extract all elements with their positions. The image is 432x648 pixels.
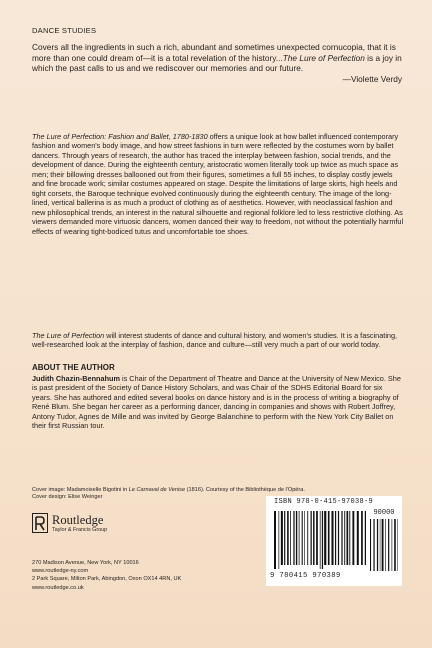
cover-image-credit: Cover image: Madamoiselle Bigotini in Le Carnaval de Venise (1816). Courtesy of the Bibliothèque de l'Opéra. bbox=[32, 487, 305, 493]
category-label: DANCE STUDIES bbox=[32, 26, 97, 35]
barcode-bar bbox=[370, 519, 371, 571]
barcode-bar bbox=[361, 511, 363, 565]
ean-number: 9 780415 970389 bbox=[270, 572, 341, 580]
cover-credits bbox=[32, 487, 305, 502]
book-description bbox=[32, 132, 404, 236]
barcode-bar bbox=[388, 519, 389, 571]
barcode-bar bbox=[316, 511, 318, 565]
barcode-bar bbox=[331, 511, 333, 565]
barcode-bar bbox=[335, 511, 336, 565]
price-addon-barcode-icon bbox=[370, 509, 398, 571]
quote-book-title: The Lure of Perfection bbox=[282, 52, 365, 63]
barcode-bar bbox=[311, 511, 312, 565]
author-bio bbox=[32, 374, 404, 431]
quote-text: Covers all the ingredients in such a rich, abundant and sometimes unexpected cornucopia, that it is more than one could dream of—it is a total revelation of the history... bbox=[32, 42, 396, 63]
ean-barcode-icon bbox=[274, 511, 366, 569]
isbn-barcode bbox=[266, 496, 402, 586]
barcode-bar bbox=[307, 511, 308, 565]
price-code: 90000 bbox=[373, 509, 395, 517]
cover-design-credit: Cover design: Elise Weinger bbox=[32, 494, 103, 501]
endorsement-quote bbox=[32, 42, 402, 84]
barcode-bar bbox=[313, 511, 314, 565]
barcode-bar bbox=[290, 511, 291, 565]
barcode-bar bbox=[382, 519, 384, 571]
publisher-logo bbox=[32, 512, 182, 538]
quote-attribution: —Violette Verdy bbox=[342, 73, 402, 84]
publisher-group: Taylor & Francis Group bbox=[52, 527, 108, 533]
barcode-bar bbox=[357, 511, 359, 565]
barcode-bar bbox=[284, 511, 285, 565]
barcode-bar bbox=[373, 519, 374, 571]
audience-paragraph bbox=[32, 331, 404, 350]
barcode-bar bbox=[296, 511, 297, 565]
barcode-bar bbox=[328, 511, 330, 565]
audience-book-title: The Lure of Perfection bbox=[32, 331, 105, 340]
barcode-bar bbox=[349, 511, 350, 565]
barcode-bar bbox=[394, 519, 396, 571]
barcode-bar bbox=[299, 511, 300, 565]
barcode-bar bbox=[392, 519, 393, 571]
barcode-bar bbox=[293, 511, 294, 565]
barcode-bar bbox=[385, 519, 386, 571]
isbn-number: ISBN 978-0-415-97038-9 bbox=[274, 498, 374, 506]
barcode-bar bbox=[341, 511, 342, 565]
address-line: www.routledge-ny.com bbox=[32, 568, 89, 575]
barcode-bar bbox=[281, 511, 283, 565]
barcode-bar bbox=[380, 519, 381, 571]
routledge-r-icon bbox=[32, 513, 48, 533]
barcode-bar bbox=[338, 511, 339, 565]
book-full-title: The Lure of Perfection: Fashion and Ballet, 1780-1830 bbox=[32, 132, 208, 141]
barcode-bar bbox=[322, 511, 323, 569]
barcode-bar bbox=[320, 511, 321, 569]
barcode-bar bbox=[377, 519, 378, 571]
author-bio-text: is Chair of the Department of Theatre and Dance at the University of New Mexico. She is past president of the Society of Dance History Scholars, and was Chair of the SDHS Editorial Board for six years. She has authored and edited several books on dance history and is in the process of writing a biography of René Blum. She began her career as a performing dancer, dancing in companies and shows with Robert Joffrey, Antony Tudor, Agnes de Mille and was invited by George Balanchine to perform with the New York City Ballet on their first Russian tour. bbox=[32, 374, 401, 431]
about-author-heading: ABOUT THE AUTHOR bbox=[32, 363, 115, 372]
quote-text-end: is a joy in which the past calls to us and we rediscover our memories and our future. bbox=[32, 52, 402, 74]
barcode-bar bbox=[278, 511, 279, 569]
barcode-bar bbox=[304, 511, 305, 565]
audience-text: will interest students of dance and cultural history, and women's studies. It is a fascinating, well-researched look at the interplay of fashion, dance and culture—still very much a part of our world today. bbox=[32, 331, 398, 350]
author-name: Judith Chazin-Bennahum bbox=[32, 374, 120, 383]
barcode-bar bbox=[302, 511, 303, 565]
barcode-bar bbox=[365, 511, 366, 565]
barcode-bar bbox=[346, 511, 348, 565]
address-line: 270 Madison Avenue, New York, NY 10016 bbox=[32, 560, 139, 566]
publisher-address bbox=[32, 559, 181, 592]
barcode-bar bbox=[324, 511, 326, 565]
address-line: 2 Park Square, Milton Park, Abingdon, Oxon OX14 4RN, UK bbox=[32, 576, 182, 583]
barcode-bar bbox=[287, 511, 289, 565]
description-text: offers a unique look at how ballet influenced contemporary fashion and women's body image, and how street fashions in turn were reflected by the costumes worn by ballet dancers. Through years of research, the author has traced the interplay between fashion, social trends, and the development of dance. During the eighteenth century, aristocratic women literally took up twice as much space as men; their billowing dresses ballooned out from their figures, sometimes a full 55 inches, to display costly jewels and fine brocade work; similar costumes appeared on stage. Despite the limitations of large skirts, high heels and tight corsets, the Baroque technique evolved continuously during the eighteenth century. The image of the long-lined, vertical ballerina is as much a product of clothing as of aesthetics. However, with neoclassical fashion and new philosophical trends, an interest in the natural silhouette and regional folklore led to less restrictive clothing. As viewers demanded more virtuosic dancers, women danced their way to freedom, not without the potentially harmful effects of wearing tight-bodiced tutus and uncomfortable toe shoes. bbox=[32, 132, 404, 236]
barcode-bar bbox=[344, 511, 345, 565]
address-line: www.routledge.co.uk bbox=[32, 584, 84, 591]
barcode-bar bbox=[274, 511, 276, 569]
publisher-name: Routledge bbox=[52, 513, 104, 527]
barcode-bar bbox=[352, 511, 354, 565]
